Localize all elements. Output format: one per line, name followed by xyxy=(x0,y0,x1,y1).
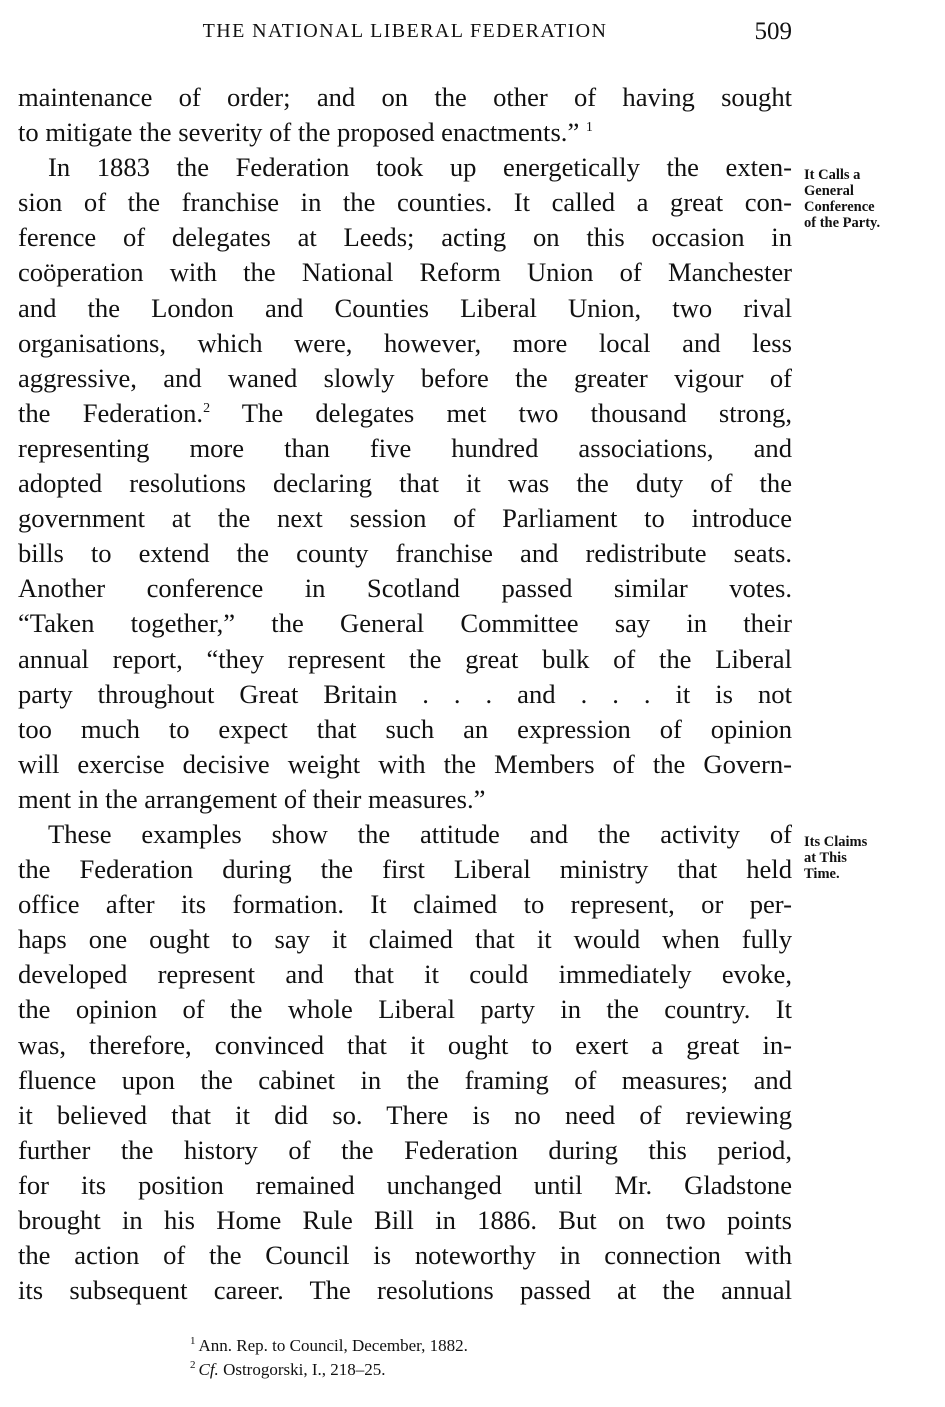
footnote-1: $^1$ Ann. Rep. to Council, December, 1882. xyxy=(190,1335,468,1355)
text-line: “Taken together,” the General Committee say in their xyxy=(18,608,792,639)
running-title: THE NATIONAL LIBERAL FEDERATION xyxy=(202,20,608,42)
text-line: sion of the franchise in the counties. It called a great con- xyxy=(18,187,792,218)
text-line: the Federation.$^2$ The delegates met two thousand strong, xyxy=(18,397,793,428)
text-line: further the history of the Federation during this period, xyxy=(18,1134,792,1165)
text-line: Another conference in Scotland passed similar votes. xyxy=(18,573,792,604)
margin-note-claims: Its Claims at This Time. xyxy=(804,834,868,882)
text-line: fluence upon the cabinet in the framing of measures; and xyxy=(18,1064,792,1095)
text-line: the action of the Council is noteworthy in connection with xyxy=(18,1240,792,1271)
text-line: too much to expect that such an expression of opinion xyxy=(18,713,792,744)
text-line: party throughout Great Britain . . . and . . . it is not xyxy=(18,678,792,709)
text-line: annual report, “they represent the great bulk of the Liberal xyxy=(18,643,792,674)
text-line: aggressive, and waned slowly before the greater vigour of xyxy=(18,362,792,393)
text-line: adopted resolutions declaring that it was the duty of the xyxy=(18,468,792,499)
text-line: it believed that it did so. There is no need of reviewing xyxy=(18,1099,792,1130)
text-line: maintenance of order; and on the other of having sought xyxy=(18,82,792,112)
footnotes xyxy=(190,1334,468,1382)
text-line: organisations, which were, however, more local and less xyxy=(18,327,792,358)
footnote-mark: 2 xyxy=(190,1359,196,1372)
running-header xyxy=(18,20,792,50)
text-line: the Federation during the first Liberal ministry that held xyxy=(18,854,792,885)
text-line: ference of delegates at Leeds; acting on this occasion in xyxy=(18,222,792,253)
text-line: to mitigate the severity of the proposed enactments.” $^1$ xyxy=(18,117,593,148)
text-line: the opinion of the whole Liberal party in the country. It xyxy=(18,994,792,1025)
text-line: developed represent and that it could immediately evoke, xyxy=(18,959,792,990)
text-line: bills to extend the county franchise and redistribute seats. xyxy=(18,538,792,569)
footnote-mark: 1 xyxy=(190,1335,196,1348)
text-line: for its position remained unchanged until Mr. Gladstone xyxy=(18,1169,792,1200)
footnote-2: $^2$ Cf. Ostrogorski, I., 218–25. xyxy=(190,1359,386,1379)
text-line: coöperation with the National Reform Union of Manchester xyxy=(18,257,792,288)
text-line: brought in his Home Rule Bill in 1886. But on two points xyxy=(18,1205,792,1235)
text-line: representing more than five hundred associations, and xyxy=(18,432,792,463)
footnote-ref: 1 xyxy=(585,120,593,136)
text-line: office after its formation. It claimed to represent, or per- xyxy=(18,889,792,920)
text-line: and the London and Counties Liberal Union, two rival xyxy=(18,292,792,323)
text-line: In 1883 the Federation took up energetically the exten- xyxy=(48,152,792,183)
text-line: government at the next session of Parliament to introduce xyxy=(18,503,792,534)
text-line: haps one ought to say it claimed that it would when fully xyxy=(18,924,792,955)
footnote-ref: 2 xyxy=(203,400,211,416)
text-line: its subsequent career. The resolutions passed at the annual xyxy=(18,1275,792,1306)
text-line: was, therefore, convinced that it ought to exert a great in- xyxy=(18,1029,792,1060)
text-line: ment in the arrangement of their measures.” xyxy=(18,783,486,814)
margin-note-calls-conference: It Calls a General Conference of the Party. xyxy=(804,167,881,231)
page-number: 509 xyxy=(754,18,792,45)
text-line: These examples show the attitude and the activity of xyxy=(48,818,792,849)
body-text xyxy=(18,80,792,1308)
text-line: will exercise decisive weight with the Members of the Govern- xyxy=(18,748,792,779)
